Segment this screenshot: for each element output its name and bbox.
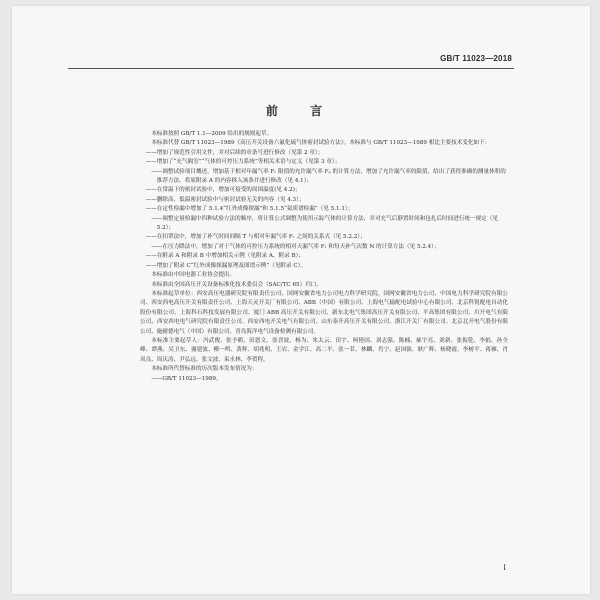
paragraph-drafters: 本标准主要起草人：冯武俊、张予鹤、田恩文、张晋波、杨为、朱太云、田宇、柯艳国、刘志强、陈楠、郝宇亮、刘新、张振乾、李娟、孙全峰、谭燕、吴卫东、谢建波、柳一鸣、黄辉、胡兆明、王岩、金学江、高二平、张一茗、林麟、肖宁、赵国强、耿广辉、杨晓霞、李树平、蒋雁、肖凤良、周庆涛、尹弘远、张文波、束水林、李贺程。 (140, 337, 508, 363)
change-item: ——在压力降法中，增加了对于气体的可控压力系统的相对天漏气率 Fᵣ 和每天补气次数 N 的计算方法（见 5.2.4）； (151, 243, 440, 250)
change-item: ——在附录 A 和附录 B 中增加相关示例（见附录 A、附录 B）； (145, 253, 305, 260)
paragraph-drafting-units: 本标准起草单位：西安高压电器研究院有限责任公司、国网安徽省电力公司电力科学研究院、国网安徽省电力公司、中国电力科学研究院有限公司、西安西电高压开关有限责任公司、上海天灵开关厂有限公司、ABB（中国）有限公司、上海电气输配电试验中心有限公司、北京科锐配电自动化股份有限公司、上海科石科技发展有限公司、厦门 ABB 高压开关有限公司、新东北电气集团高压开关有限公司、平高集团有限公司、川开电气有限公司、西安西电电气研究院有限责任公司、西安西电开关电气有限公司、山东泰开高压开关有限公司、浙江开关厂有限公司、北京北开电气股份有限公司、施耐德电气（中国）有限公司、青岛海洋电气设备检测有限公司。 (140, 290, 508, 335)
paragraph-history-intro: 本标准所代替标准的历次版本发布情况为： (151, 366, 258, 373)
foreword-body (140, 130, 508, 384)
change-item: ——增加了附录 C“红外成像探漏原理及图谱示例”（见附录 C）。 (145, 262, 307, 269)
paragraph-proposer: 本标准由中国电器工业协会提出。 (151, 272, 236, 279)
standard-number: GB/T 11023—2018 (440, 54, 512, 63)
paragraph-committee: 本标准由全国高压开关设备标准化技术委员会（SAC/TC 65）归口。 (151, 281, 322, 288)
change-item: ——在扣罩法中，增加了补气时间间隔 T 与相对年漏气率 Fᵣ 之间的关系式（见 5.2.2）； (145, 234, 366, 241)
page-number: I (503, 564, 506, 572)
page-title: 前 言 (265, 104, 337, 118)
change-item: ——在定性检漏中增加了 5.1.4“红外成像探漏”和 5.1.5“氦质谱检漏”（见 5.1.1）； (145, 206, 354, 213)
change-item: ——删除高、低温密封试验中与密封试验无关的内容（见 4.3）； (145, 196, 305, 203)
paragraph-replaces: 本标准代替 GB/T 11023—1989《高压开关设备六氟化硫气体密封试验方法》。本标准与 GB/T 11023—1989 相比主要技术变化如下： (151, 140, 491, 147)
paragraph-drafting-rules: 本标准按照 GB/T 1.1—2009 给出的规则起草。 (151, 131, 273, 137)
change-item: ——在常温下的密封试验中，增加可接受的周围温度(见 4.2)； (145, 187, 301, 194)
document-page (12, 6, 590, 594)
change-item: ——调整定量检漏中四种试验方法的顺序，将计算公式调整为使用示踪气体的计算方法，并对充气后静置时间和包扎后时间进行统一规定（见 5.2）； (151, 215, 499, 232)
change-item: ——增加了“充气隔室”“气体的可控压力系统”等相关术语与定义（见第 3 章）； (145, 159, 341, 166)
header-rule (68, 68, 514, 69)
paragraph-history-item: ——GB/T 11023—1989。 (151, 375, 222, 382)
change-item: ——增加了规范性引用文件，并对后续的章条号进行修改（见第 2 章）； (145, 149, 324, 156)
change-item: ——调整试验项目概述，增加基于相对年漏气率 Fᵣ 限值的允许漏气率 Fₚ 的计算方法，增加了允许漏气率的限值，给出了获得准确的测量体积的推荐方法，将原附录 A 的内容移入该条并进行修改（见 4.1）； (151, 168, 506, 185)
